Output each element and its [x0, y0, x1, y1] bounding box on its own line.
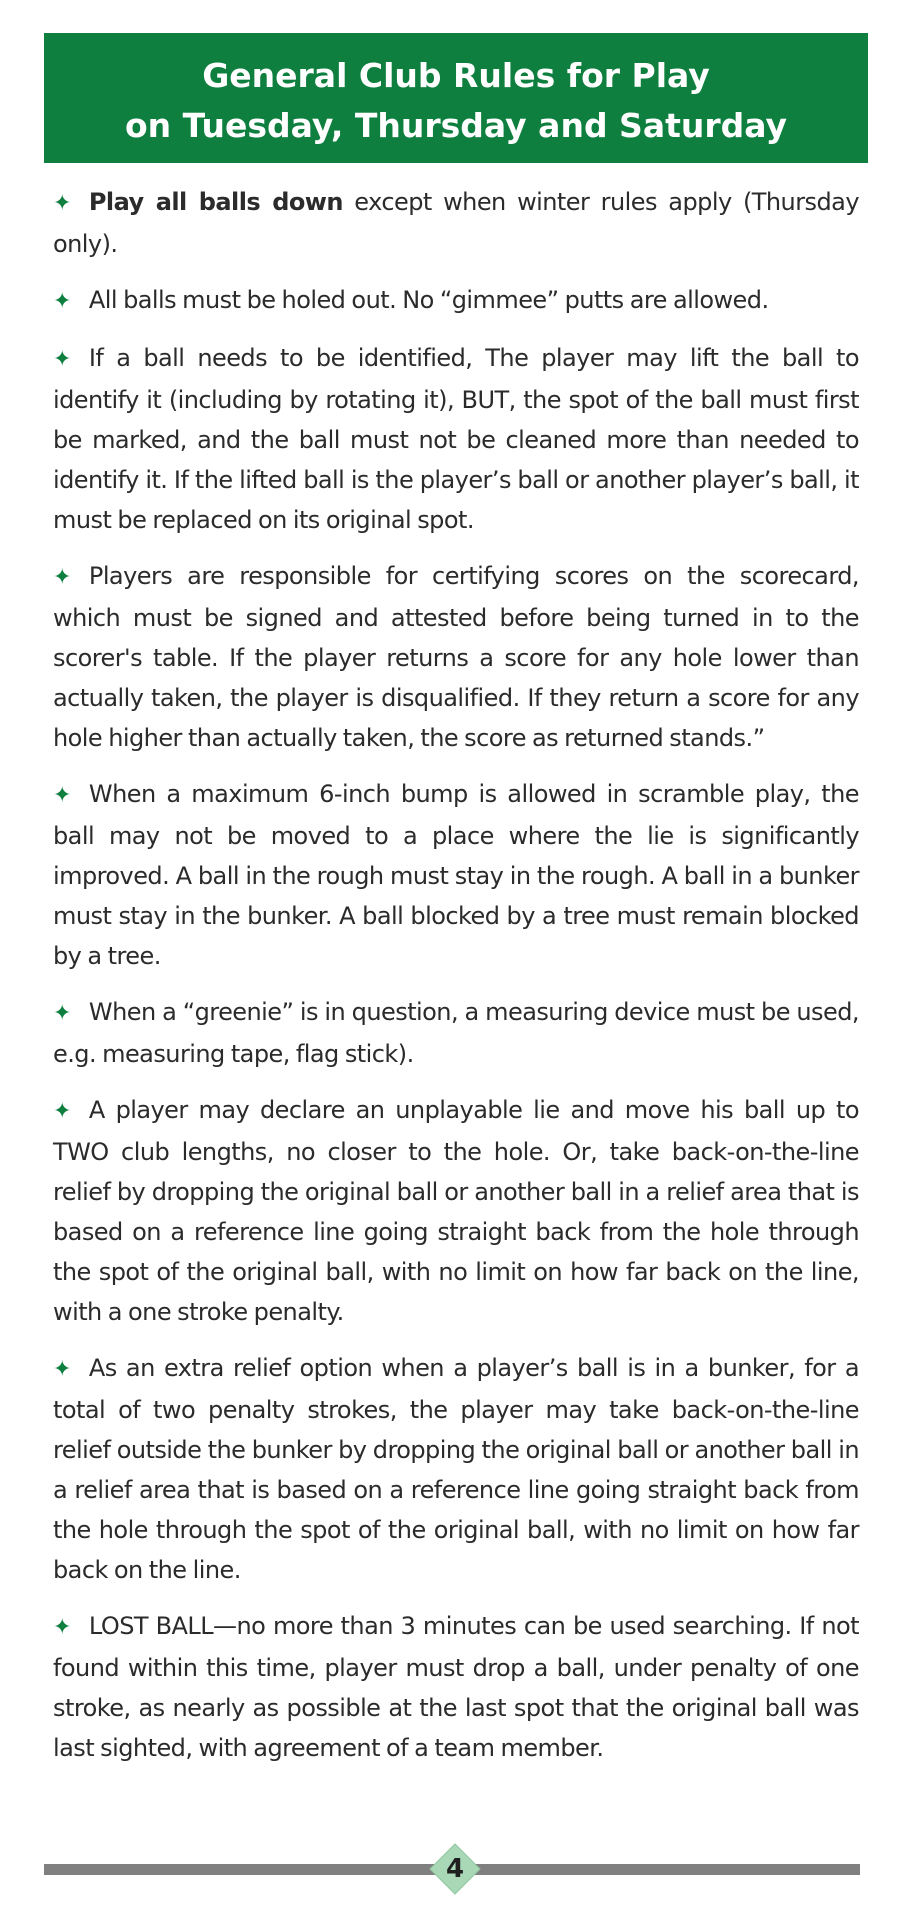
four-point-star-icon: ✦	[53, 347, 71, 372]
four-point-star-icon: ✦	[53, 1001, 71, 1026]
rules-list	[53, 182, 859, 1784]
page-number-badge	[429, 1843, 481, 1895]
rule-item	[53, 774, 859, 976]
rule-text: Players are responsible for certifying scores on the scorecard, which must be signed and attested before being turned in to the scorer's table. If the player returns a score for any hole lower than actually taken, the player is disqualified. If they return a score for any hole higher than actually taken, the score as returned stands.”	[53, 562, 859, 752]
rule-item	[53, 280, 859, 322]
rule-text: As an extra relief option when a player’s ball is in a bunker, for a total of two penalty strokes, the player may take back-on-the-line relief outside the bunker by dropping the original ball or another ball in a relief area that is based on a reference line going straight back from the hole through the spot of the original ball, with no limit on how far back on the line.	[53, 1354, 859, 1584]
four-point-star-icon: ✦	[53, 783, 71, 808]
rule-item	[53, 1090, 859, 1332]
rule-text: LOST BALL—no more than 3 minutes can be used searching. If not found within this time, player must drop a ball, under penalty of one stroke, as nearly as possible at the last spot that the original ball was last sighted, with agreement of a team member.	[53, 1612, 859, 1762]
page-number: 4	[445, 1854, 465, 1884]
rule-item	[53, 338, 859, 540]
rule-item	[53, 182, 859, 264]
rule-text: If a ball needs to be identified, The player may lift the ball to identify it (including by rotating it), BUT, the spot of the ball must first be marked, and the ball must not be cleaned more than needed to identify it. If the lifted ball is the player’s ball or another player’s ball, it must be replaced on its original spot.	[53, 344, 859, 534]
rule-item	[53, 992, 859, 1074]
rule-text: All balls must be holed out. No “gimmee” putts are allowed.	[88, 286, 769, 314]
rule-item	[53, 1348, 859, 1590]
rule-item	[53, 1606, 859, 1768]
four-point-star-icon: ✦	[53, 1357, 71, 1382]
page-header	[44, 33, 868, 163]
rule-text: except when winter rules apply (Thursday only).	[53, 188, 859, 258]
four-point-star-icon: ✦	[53, 289, 71, 314]
rule-text: When a maximum 6-inch bump is allowed in scramble play, the ball may not be moved to a place where the lie is significantly improved. A ball in the rough must stay in the rough. A ball in a bunker must stay in the bunker. A ball blocked by a tree must remain blocked by a tree.	[53, 780, 859, 970]
rule-lead: Play all balls down	[88, 188, 343, 216]
rule-text: When a “greenie” is in question, a measuring device must be used, e.g. measuring tape, flag stick).	[53, 998, 859, 1068]
four-point-star-icon: ✦	[53, 191, 71, 216]
four-point-star-icon: ✦	[53, 1615, 71, 1640]
four-point-star-icon: ✦	[53, 565, 71, 590]
header-title-line-2: on Tuesday, Thursday and Saturday	[124, 106, 788, 145]
header-title-line-1: General Club Rules for Play	[202, 56, 710, 95]
four-point-star-icon: ✦	[53, 1099, 71, 1124]
rule-text: A player may declare an unplayable lie and move his ball up to TWO club lengths, no closer to the hole. Or, take back-on-the-line relief by dropping the original ball or another ball in a relief area that is based on a reference line going straight back from the hole through the spot of the original ball, with no limit on how far back on the line, with a one stroke penalty.	[53, 1096, 859, 1326]
rule-item	[53, 556, 859, 758]
